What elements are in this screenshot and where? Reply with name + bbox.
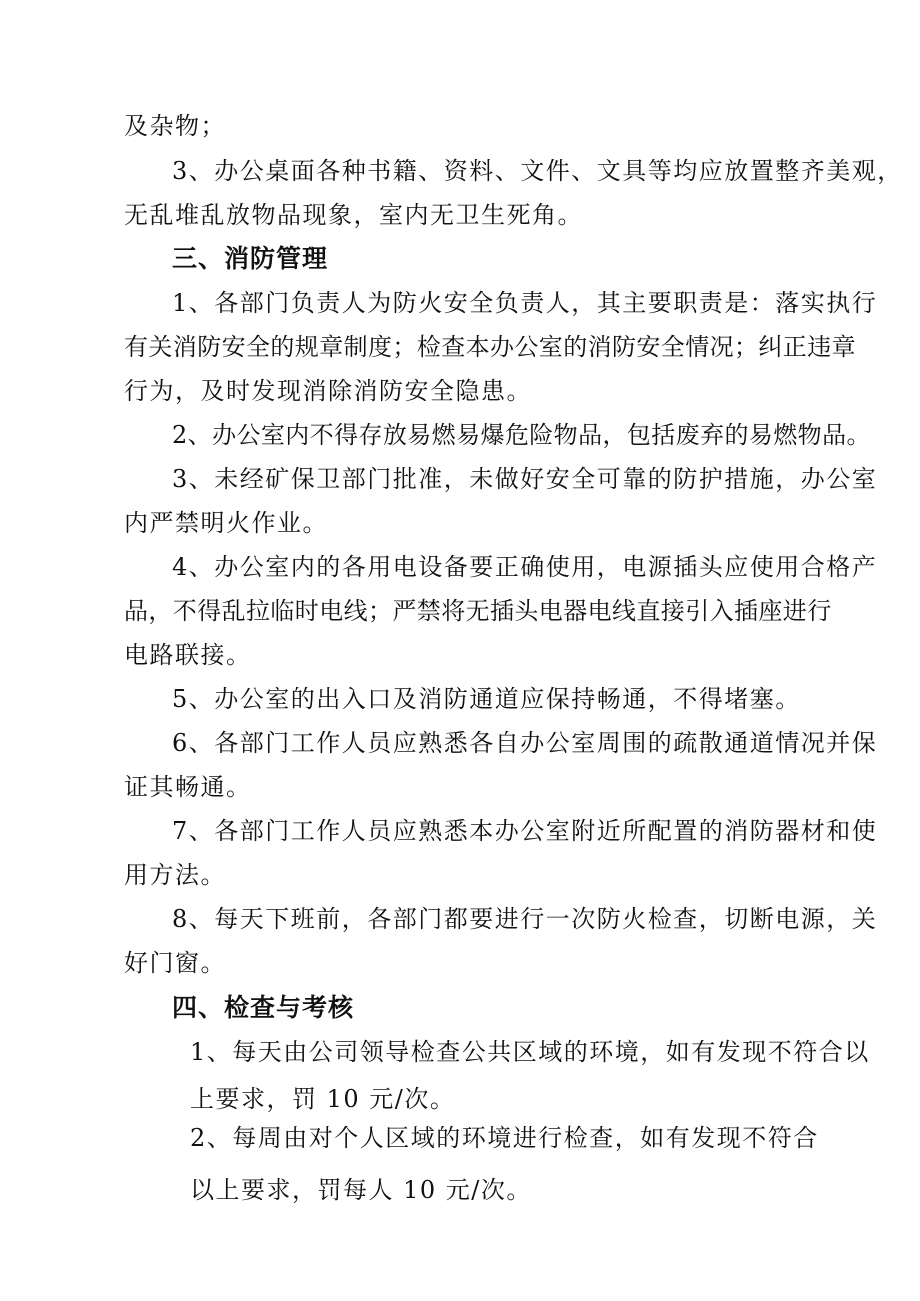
section-heading: 四、检查与考核 [172,993,355,1022]
text-line: 1、各部门负责人为防火安全负责人，其主要职责是：落实执行 [172,289,878,317]
text-line: 好门窗。 [124,949,226,977]
text-line: 行为，及时发现消除消防安全隐患。 [124,377,532,405]
text-line: 8、每天下班前，各部门都要进行一次防火检查，切断电源，关 [172,905,878,933]
text-line: 6、各部门工作人员应熟悉各自办公室周围的疏散通道情况并保 [172,729,878,757]
text-line: 2、每周由对个人区域的环境进行检查，如有发现不符合 [190,1124,819,1152]
text-line: 2、办公室内不得存放易燃易爆危险物品，包括废弃的易燃物品。 [172,421,871,449]
text-line: 3、未经矿保卫部门批准，未做好安全可靠的防护措施，办公室 [172,465,878,493]
text-line: 上要求，罚 10 元/次。 [190,1085,456,1113]
text-line: 无乱堆乱放物品现象，室内无卫生死角。 [124,201,583,229]
text-line: 以上要求，罚每人 10 元/次。 [190,1176,532,1204]
text-line: 有关消防安全的规章制度；检查本办公室的消防安全情况；纠正违章 [124,333,856,361]
text-line: 及杂物； [124,112,226,140]
text-line: 1、每天由公司领导检查公共区域的环境，如有发现不符合以 [190,1038,870,1066]
text-line: 4、办公室内的各用电设备要正确使用，电源插头应使用合格产 [172,553,878,581]
text-line: 证其畅通。 [124,773,252,801]
text-line: 品，不得乱拉临时电线；严禁将无插头电器电线直接引入插座进行 [124,597,832,625]
text-line: 5、办公室的出入口及消防通道应保持畅通，不得堵塞。 [172,685,801,713]
text-line: 电路联接。 [124,641,252,669]
text-line: 用方法。 [124,861,226,889]
text-line: 7、各部门工作人员应熟悉本办公室附近所配置的消防器材和使 [172,817,878,845]
text-line: 3、办公桌面各种书籍、资料、文件、文具等均应放置整齐美观， [172,157,903,185]
text-line: 内严禁明火作业。 [124,509,328,537]
section-heading: 三、消防管理 [172,244,329,273]
